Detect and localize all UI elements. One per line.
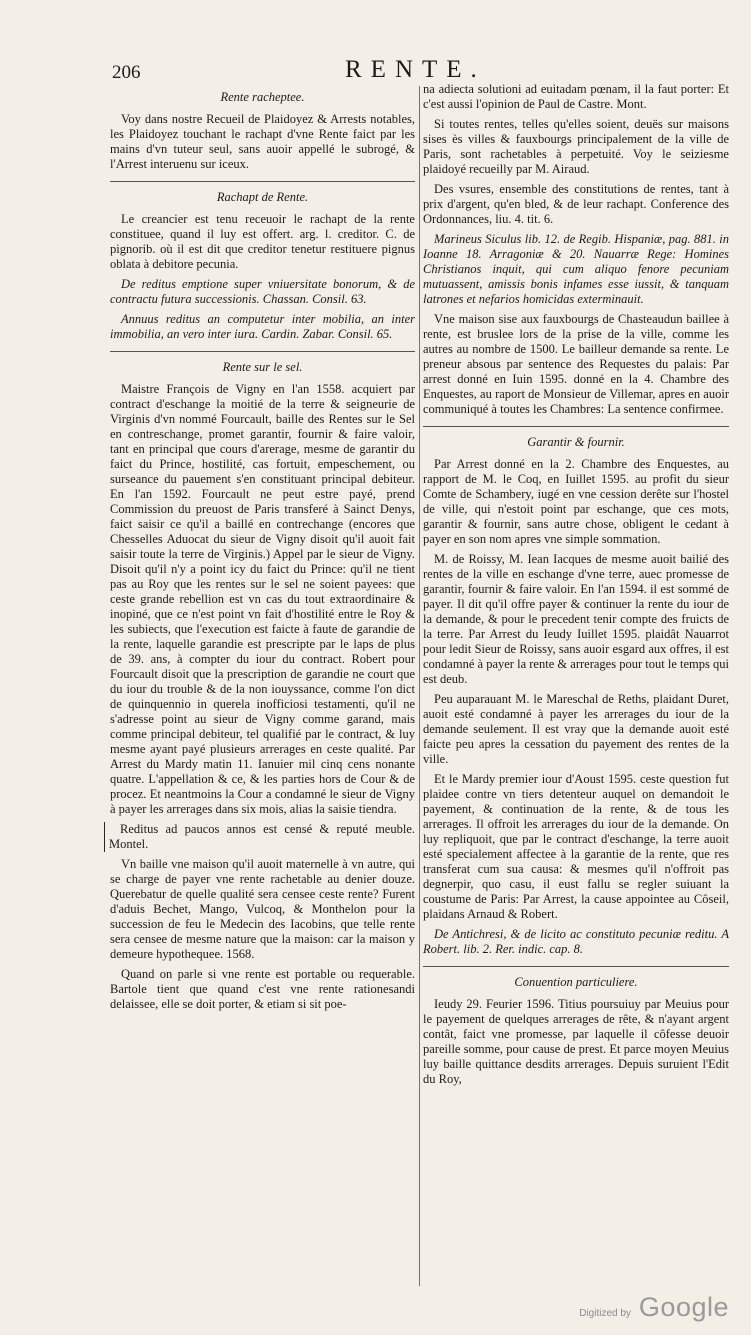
paragraph-gap xyxy=(423,417,729,422)
paragraph: Peu auparauant M. le Mareschal de Reths, plaidant Duret, auoit esté condamné à payer les arrerages du iour de la demande seulement. Il est vray que la demande auoit esté faicte peu apres la cessation du payement des rentes de la ville. xyxy=(423,692,729,766)
section-heading: Garantir & fournir. xyxy=(527,435,625,449)
citation: De reditus emptione super vniuersitate bonorum, & de contractu futura successionis. Chassan. Consil. 63. xyxy=(110,277,415,306)
section-rule xyxy=(423,966,729,967)
paragraph: M. de Roissy, M. Iean Iacques de mesme auoit bailié des rentes de la ville en eschange d'vne terre, auec promesse de garantir, fournir & faire valoir. En l'an 1594. il est sommé de payer. Il dit qu'il offre payer & continuer la rente du iour de la demande, & pour le precedent tenir compte des fruicts de la terre. Par Arrest du Ieudy Iuillet 1595. plaidât Nauarrot pour ledit Sieur de Roissy, sans auoir esgard aux offres, il est condamné à payer la rente & arrerages pour tout le temps qui est deub. xyxy=(423,552,729,686)
digitized-by-label: Digitized by xyxy=(579,1308,631,1319)
left-column xyxy=(110,82,415,1017)
section-heading: Rente sur le sel. xyxy=(222,360,303,374)
google-logo: Google xyxy=(638,1292,729,1322)
paragraph: Si toutes rentes, telles qu'elles soient, deuës sur maisons sises ès villes & fauxbourgs principalement de la ville de Paris, sont rachetables à perpetuité. Voy le seiziesme plaidoyé recueilly par M. Airaud. xyxy=(423,117,729,176)
digitized-watermark xyxy=(579,1292,729,1323)
paragraph-gap xyxy=(110,172,415,177)
paragraph-gap xyxy=(110,1012,415,1017)
paragraph: Le creancier est tenu receuoir le rachapt de la rente constituee, quand il luy est offert. arg. l. creditor. C. de pignorib. où il est dit que creditor tenetur restituere pignus oblata à debitore pecunia. xyxy=(110,212,415,271)
page-number: 206 xyxy=(112,62,141,83)
right-column xyxy=(423,82,729,1092)
paragraph: Vn baille vne maison qu'il auoit maternelle à vn autre, qui se charge de payer vne rente rachetable au denier douze. Querebatur de quelle qualité sera censee ceste rente? Furent d'aduis Bechet, Mango, Vulcoq, & Monthelon pour la succession de feu le Medecin des Iacobins, que telle rente sera censee de mesme nature que la maison: car la maison y demeure hypothequee. 1568. xyxy=(110,857,415,961)
section-rule xyxy=(110,351,415,352)
citation: Marineus Siculus lib. 12. de Regib. Hispaniæ, pag. 881. in Ioanne 18. Arragoniæ & 20. Nauarræ Rege: Homines Christianos inquit, qui cum aliquo fenore pecuniam mutuassent, amissis bonis infames esse iussit, & tanquam latrones et nefarios homicidas exterminauit. xyxy=(423,232,729,306)
section-heading: Conuention particuliere. xyxy=(514,975,638,989)
section-heading: Rachapt de Rente. xyxy=(216,190,309,204)
paragraph: Et le Mardy premier iour d'Aoust 1595. ceste question fut plaidee contre vn tiers detenteur auquel on demandoit le payement, & continuation de la rente, & de tous les arrerages. Il offroit les arrerages du iour de la demande. On luy repliquoit, que par le contract d'eschange, la terre auoit esté specialement affectee à la garantie de la rente, que res transferat cum sua causa: & mesmes qu'il n'offroit pas degnerpir, quo casu, il eust fallu se regler suiuant la coustume de Paris: Par Arrest, la cause appointee au Côseil, plaidans Arnaud & Robert. xyxy=(423,772,729,921)
citation: Annuus reditus an computetur inter mobilia, an inter immobilia, an vero inter iura. Cardin. Zabar. Consil. 65. xyxy=(110,312,415,341)
paragraph: Ieudy 29. Feurier 1596. Titius poursuiuy par Meuius pour le payement de quelques arrerages de rête, & n'ayant argent contât, faict vne promesse, par laquelle il côfesse deuoir pareille somme, pour cause de prest. Et parce moyen Meuius luy baille quittance desdits arrerages. Depuis suruient l'Edit du Roy, xyxy=(423,997,729,1086)
paragraph: Par Arrest donné en la 2. Chambre des Enquestes, au rapport de M. le Coq, en Iuillet 1595. au profit du sieur Comte de Schambery, iugé en vne cession derête sur l'hostel de ville, qui n'estoit point par eschange, que ces mots, garantir & fournir, sans autre chose, obligent le cedant à payer en son nom apres vne simple sommation. xyxy=(423,457,729,546)
section-rule xyxy=(423,426,729,427)
paragraph: Quand on parle si vne rente est portable ou requerable. Bartole tient que quand c'est vne rente rationesandi delaissee, elle se doit porter, & etiam si sit poe- xyxy=(110,967,415,1011)
paragraph: Maistre François de Vigny en l'an 1558. acquiert par contract d'eschange la moitié de la terre & seigneurie de Virginis d'vn nommé Fourcault, baille des Rentes sur le Sel en contreschange, promet garantir, fournir & faire valoir, tant en principal que cours d'arerage, mesme de garantir du faict du Prince, hostilité, cas fortuit, empeschement, ou surseance du pauement s'en constituant principal debiteur. En l'an 1592. Fourcault ne peut estre payé, prend Commission du preuost de Paris transferé à Sainct Denys, faict saisir ce qu'il a baillé en contrechange (encores que Chesselles Aduocat du sieur de Vigny disoit qu'il auoit fait saisir toute la terre de Virginis.) Appel par le sieur de Vigny. Disoit qu'il n'y a point icy du faict du Prince: qu'il ne tient pas au Roy que les rentes sur le sel ne soient payees: que ceste grande rebellion est vn cas du tout extraordinaire & inopiné, que ce n'est point vn fait d'hostilité entre le Roy & les subiects, que l'execution est faicte à faute de garandie de la rente, laquelle garandie est prescripte par le laps de plus de 39. ans, à compter du iour du contract. Robert pour Fourcault disoit que la prescription de garandie ne court que du iour du trouble & de la non iouyssance, comme l'on dict de quinquennio in querela inofficiosi testamenti, qu'il ne s'adresse point au sieur de Vigny comme garand, mais comme principal debiteur, tel qualifié par le contract, & luy mesme ayant payé plusieurs arrerages en ceste qualité. Par Arrest du Mardy matin 11. Ianuier mil cinq cens nonante quatre. L'appellation & ce, & les parties hors de Cour & de procez. Et neantmoins la Cour a condamné le sieur de Vigny à payer les arrerages dans six mois, alias la saisie tiendra. xyxy=(110,382,415,816)
marked-paragraph: Reditus ad paucos annos est censé & reputé meuble. Montel. xyxy=(104,822,415,852)
section-rule xyxy=(110,181,415,182)
running-title: RENTE. xyxy=(345,56,486,83)
paragraph: Voy dans nostre Recueil de Plaidoyez & Arrests notables, les Plaidoyez touchant le rachapt d'vne Rente faict par les mains d'vn tuteur seul, sans auoir appellé le subrogé, & l'Arrest interuenu sur iceux. xyxy=(110,112,415,171)
paragraph-gap xyxy=(423,957,729,962)
paragraph-gap xyxy=(110,342,415,347)
section-heading: Rente racheptee. xyxy=(220,90,305,104)
paragraph-gap xyxy=(423,1087,729,1092)
paragraph: Des vsures, ensemble des constitutions de rentes, tant à prix d'argent, qu'en bled, & de leur rachapt. Conference des Ordonnances, liu. 4. tit. 6. xyxy=(423,182,729,226)
paragraph: Vne maison sise aux fauxbourgs de Chasteaudun baillee à rente, est bruslee lors de la prise de la ville, comme les autres au nombre de 1500. Le bailleur demande sa rente. Le preneur absous par sentence des Requestes du palais: Par arrest donné en Iuin 1595. donné en la 4. Chambre des Enquestes, au raport de Monsieur de Villemar, apres en auoir communiqué à toutes les Chambres: La sentence confirmee. xyxy=(423,312,729,416)
continued-paragraph: na adiecta solutioni ad euitadam pœnam, il la faut porter: Et c'est aussi l'opinion de Paul de Castre. Mont. xyxy=(423,82,729,111)
column-divider xyxy=(419,86,420,1286)
citation: De Antichresi, & de licito ac constituto pecuniæ reditu. A Robert. lib. 2. Rer. indic. cap. 8. xyxy=(423,927,729,956)
